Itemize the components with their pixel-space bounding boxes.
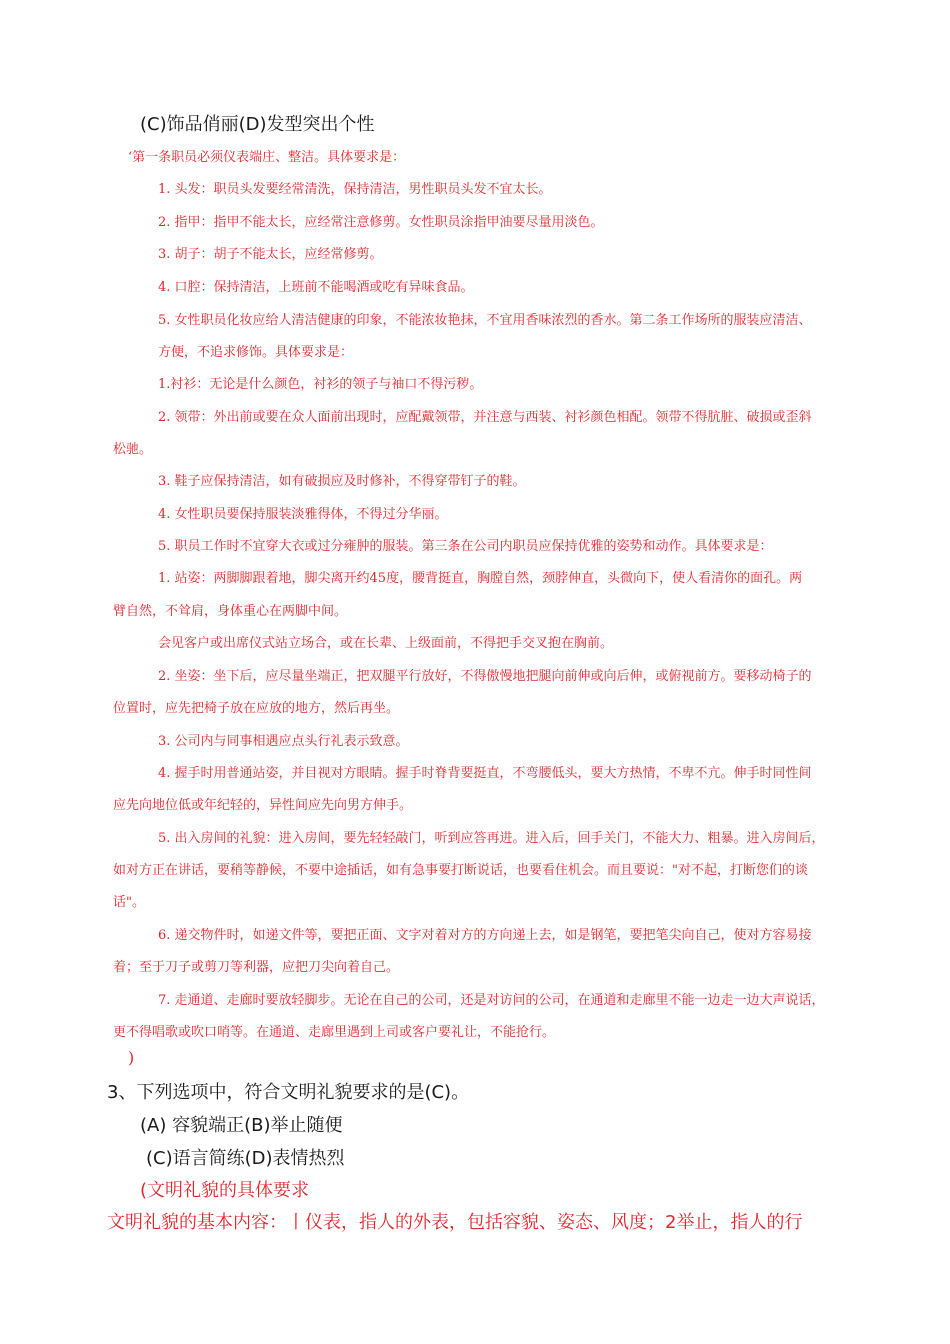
rule-3-item-1-note: 会见客户或出席仪式站立场合，或在长辈、上级面前，不得把手交叉抱在胸前。 (158, 636, 614, 651)
rule-1-heading: ‘第一条职员必须仪表端庄、整洁。具体要求是： (128, 150, 406, 165)
explanation-heading: (文明礼貌的具体要求 (140, 1180, 310, 1201)
rule-1-item-2: 2. 指甲：指甲不能太长，应经常注意修剪。女性职员涂指甲油要尽量用淡色。 (158, 215, 604, 230)
rule-2-item-4: 4. 女性职员要保持服装淡雅得体，不得过分华丽。 (158, 507, 448, 522)
rule-2-item-1: 1.衬衫：无论是什么颜色，衬衫的领子与袖口不得污秽。 (158, 377, 483, 392)
rule-2-intro: 方便，不追求修饰。具体要求是： (158, 345, 354, 360)
rule-3-item-1-cont: 臂自然，不耸肩，身体重心在两脚中间。 (113, 604, 348, 619)
rule-3-item-5-cont: 如对方正在讲话，要稍等静候，不要中途插话，如有急事要打断说话，也要看住机会。而且要说："对不起，打断您们的谈 (113, 863, 808, 878)
closing-paren: ) (128, 1048, 135, 1067)
question-3-options-c-d: (C)语言简练(D)表情热烈 (146, 1148, 345, 1169)
rule-2-item-2-cont: 松驰。 (113, 442, 153, 457)
rule-3-item-5-end: 话"。 (113, 895, 145, 910)
rule-3-item-6-cont: 着；至于刀子或剪刀等利器，应把刀尖向着自己。 (113, 960, 400, 975)
rule-2-item-3: 3. 鞋子应保持清洁，如有破损应及时修补，不得穿带钉子的鞋。 (158, 474, 526, 489)
question-3: 3、下列选项中，符合文明礼貌要求的是(C)。 (107, 1082, 470, 1103)
rule-3-item-2: 2. 坐姿：坐下后，应尽量坐端正，把双腿平行放好，不得傲慢地把腿向前伸或向后伸，或俯视前方。要移动椅子的 (158, 669, 812, 684)
rule-1-item-1: 1. 头发：职员头发要经常清洗，保持清洁，男性职员头发不宜太长。 (158, 182, 552, 197)
explanation-line-1: 文明礼貌的基本内容：丨仪表，指人的外表，包括容貌、姿态、风度；2举止，指人的行 (107, 1212, 803, 1233)
rule-3-item-4-cont: 应先向地位低或年纪轻的，异性间应先向男方伸手。 (113, 798, 413, 813)
question-3-options-a-b: (A) 容貌端正(B)举止随便 (140, 1115, 343, 1136)
rule-3-item-5: 5. 出入房间的礼貌：进入房间，要先轻轻敲门，听到应答再进。进入后，回手关门，不能大力、粗暴。进入房间后， (158, 831, 825, 846)
rule-3-item-3: 3. 公司内与同事相遇应点头行礼表示致意。 (158, 734, 409, 749)
rule-1-item-4: 4. 口腔：保持清洁，上班前不能喝酒或吃有异味食品。 (158, 280, 474, 295)
rule-3-item-2-cont: 位置时，应先把椅子放在应放的地方，然后再坐。 (113, 701, 400, 716)
rule-3-item-4: 4. 握手时用普通站姿，并目视对方眼睛。握手时脊背要挺直，不弯腰低头，要大方热情，不卑不亢。伸手时同性间 (158, 766, 812, 781)
rule-1-item-3: 3. 胡子：胡子不能太长，应经常修剪。 (158, 247, 383, 262)
rule-3-item-7-cont: 更不得唱歌或吹口哨等。在通道、走廊里遇到上司或客户要礼让，不能抢行。 (113, 1025, 556, 1040)
rule-2-item-2: 2. 领带：外出前或要在众人面前出现时，应配戴领带，并注意与西装、衬衫颜色相配。领带不得肮脏、破损或歪斜 (158, 410, 812, 425)
rule-3-item-1: 1. 站姿：两脚脚跟着地，脚尖离开约45度，腰背挺直，胸膛自然，颈脖伸直，头微向下，使人看清你的面孔。两 (158, 571, 803, 586)
option-line-c-d: (C)饰品俏丽(D)发型突出个性 (140, 114, 375, 135)
rule-2-item-5: 5. 职员工作时不宜穿大衣或过分雍肿的服装。第三条在公司内职员应保持优雅的姿势和动作。具体要求是： (158, 539, 773, 554)
rule-3-item-6: 6. 递交物件时，如递文件等，要把正面、文字对着对方的方向递上去，如是钢笔，要把笔尖向自己，使对方容易接 (158, 928, 812, 943)
rule-1-item-5: 5. 女性职员化妆应给人清洁健康的印象，不能浓妆艳抹，不宜用香味浓烈的香水。第二条工作场所的服装应清洁、 (158, 313, 812, 328)
rule-3-item-7: 7. 走通道、走廊时要放轻脚步。无论在自己的公司，还是对访问的公司，在通道和走廊里不能一边走一边大声说话， (158, 993, 825, 1008)
